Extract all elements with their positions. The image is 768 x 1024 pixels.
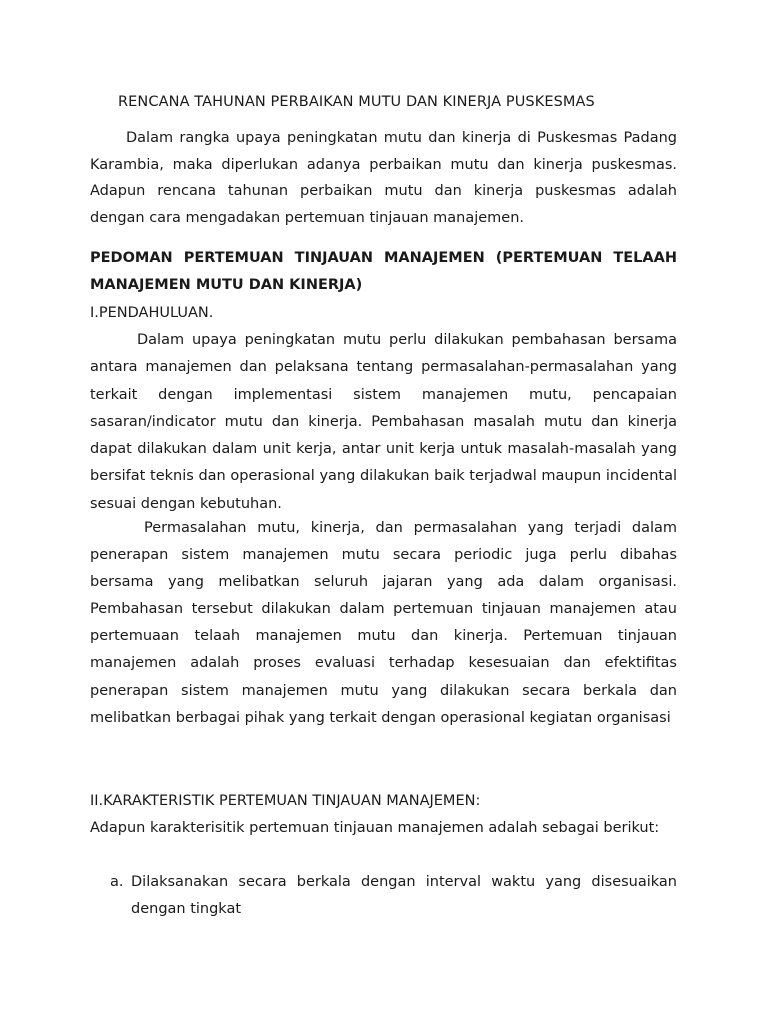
document-title: RENCANA TAHUNAN PERBAIKAN MUTU DAN KINERJA PUSKESMAS <box>118 94 595 110</box>
section-1-paragraph-1: Dalam upaya peningkatan mutu perlu dilakukan pembahasan bersama antara manajemen dan pelaksana tentang permasalahan-permasalahan yang terkait dengan implementasi sistem manajemen mutu, pencapaian sasaran/indicator mutu dan kinerja. Pembahasan masalah mutu dan kinerja dapat dilakukan dalam unit kerja, antar unit kerja untuk masalah-masalah yang bersifat teknis dan operasional yang dilakukan baik terjadwal maupun incidental sesuai dengan kebutuhan. <box>90 332 677 512</box>
list-marker: a. <box>110 874 124 890</box>
section-2-paragraph: Adapun karakterisitik pertemuan tinjauan manajemen adalah sebagai berikut: <box>90 820 660 836</box>
section-heading: PEDOMAN PERTEMUAN TINJAUAN MANAJEMEN (PERTEMUAN TELAAH MANAJEMEN MUTU DAN KINERJA) <box>90 250 677 293</box>
section-1-paragraph-2: Permasalahan mutu, kinerja, dan permasalahan yang terjadi dalam penerapan sistem manajemen mutu secara periodic juga perlu dibahas bersama yang melibatkan seluruh jajaran yang ada dalam organisasi. Pembahasan tersebut dilakukan dalam pertemuan tinjauan manajemen atau pertemuaan telaah manajemen mutu dan kinerja. Pertemuan tinjauan manajemen adalah proses evaluasi terhadap kesesuaian dan efektifitas penerapan sistem manajemen mutu yang dilakukan secara berkala dan melibatkan berbagai pihak yang terkait dengan operasional kegiatan organisasi <box>90 520 677 726</box>
intro-paragraph: Dalam rangka upaya peningkatan mutu dan kinerja di Puskesmas Padang Karambia, maka diperlukan adanya perbaikan mutu dan kinerja puskesmas. Adapun rencana tahunan perbaikan mutu dan kinerja puskesmas adalah dengan cara mengadakan pertemuan tinjauan manajemen. <box>90 130 677 226</box>
section-2-label: II.KARAKTERISTIK PERTEMUAN TINJAUAN MANAJEMEN: <box>90 793 481 809</box>
list-item <box>110 869 677 922</box>
list-item-text: Dilaksanakan secara berkala dengan interval waktu yang disesuaikan dengan tingkat <box>131 874 677 917</box>
section-1-label: I.PENDAHULUAN. <box>90 305 214 321</box>
